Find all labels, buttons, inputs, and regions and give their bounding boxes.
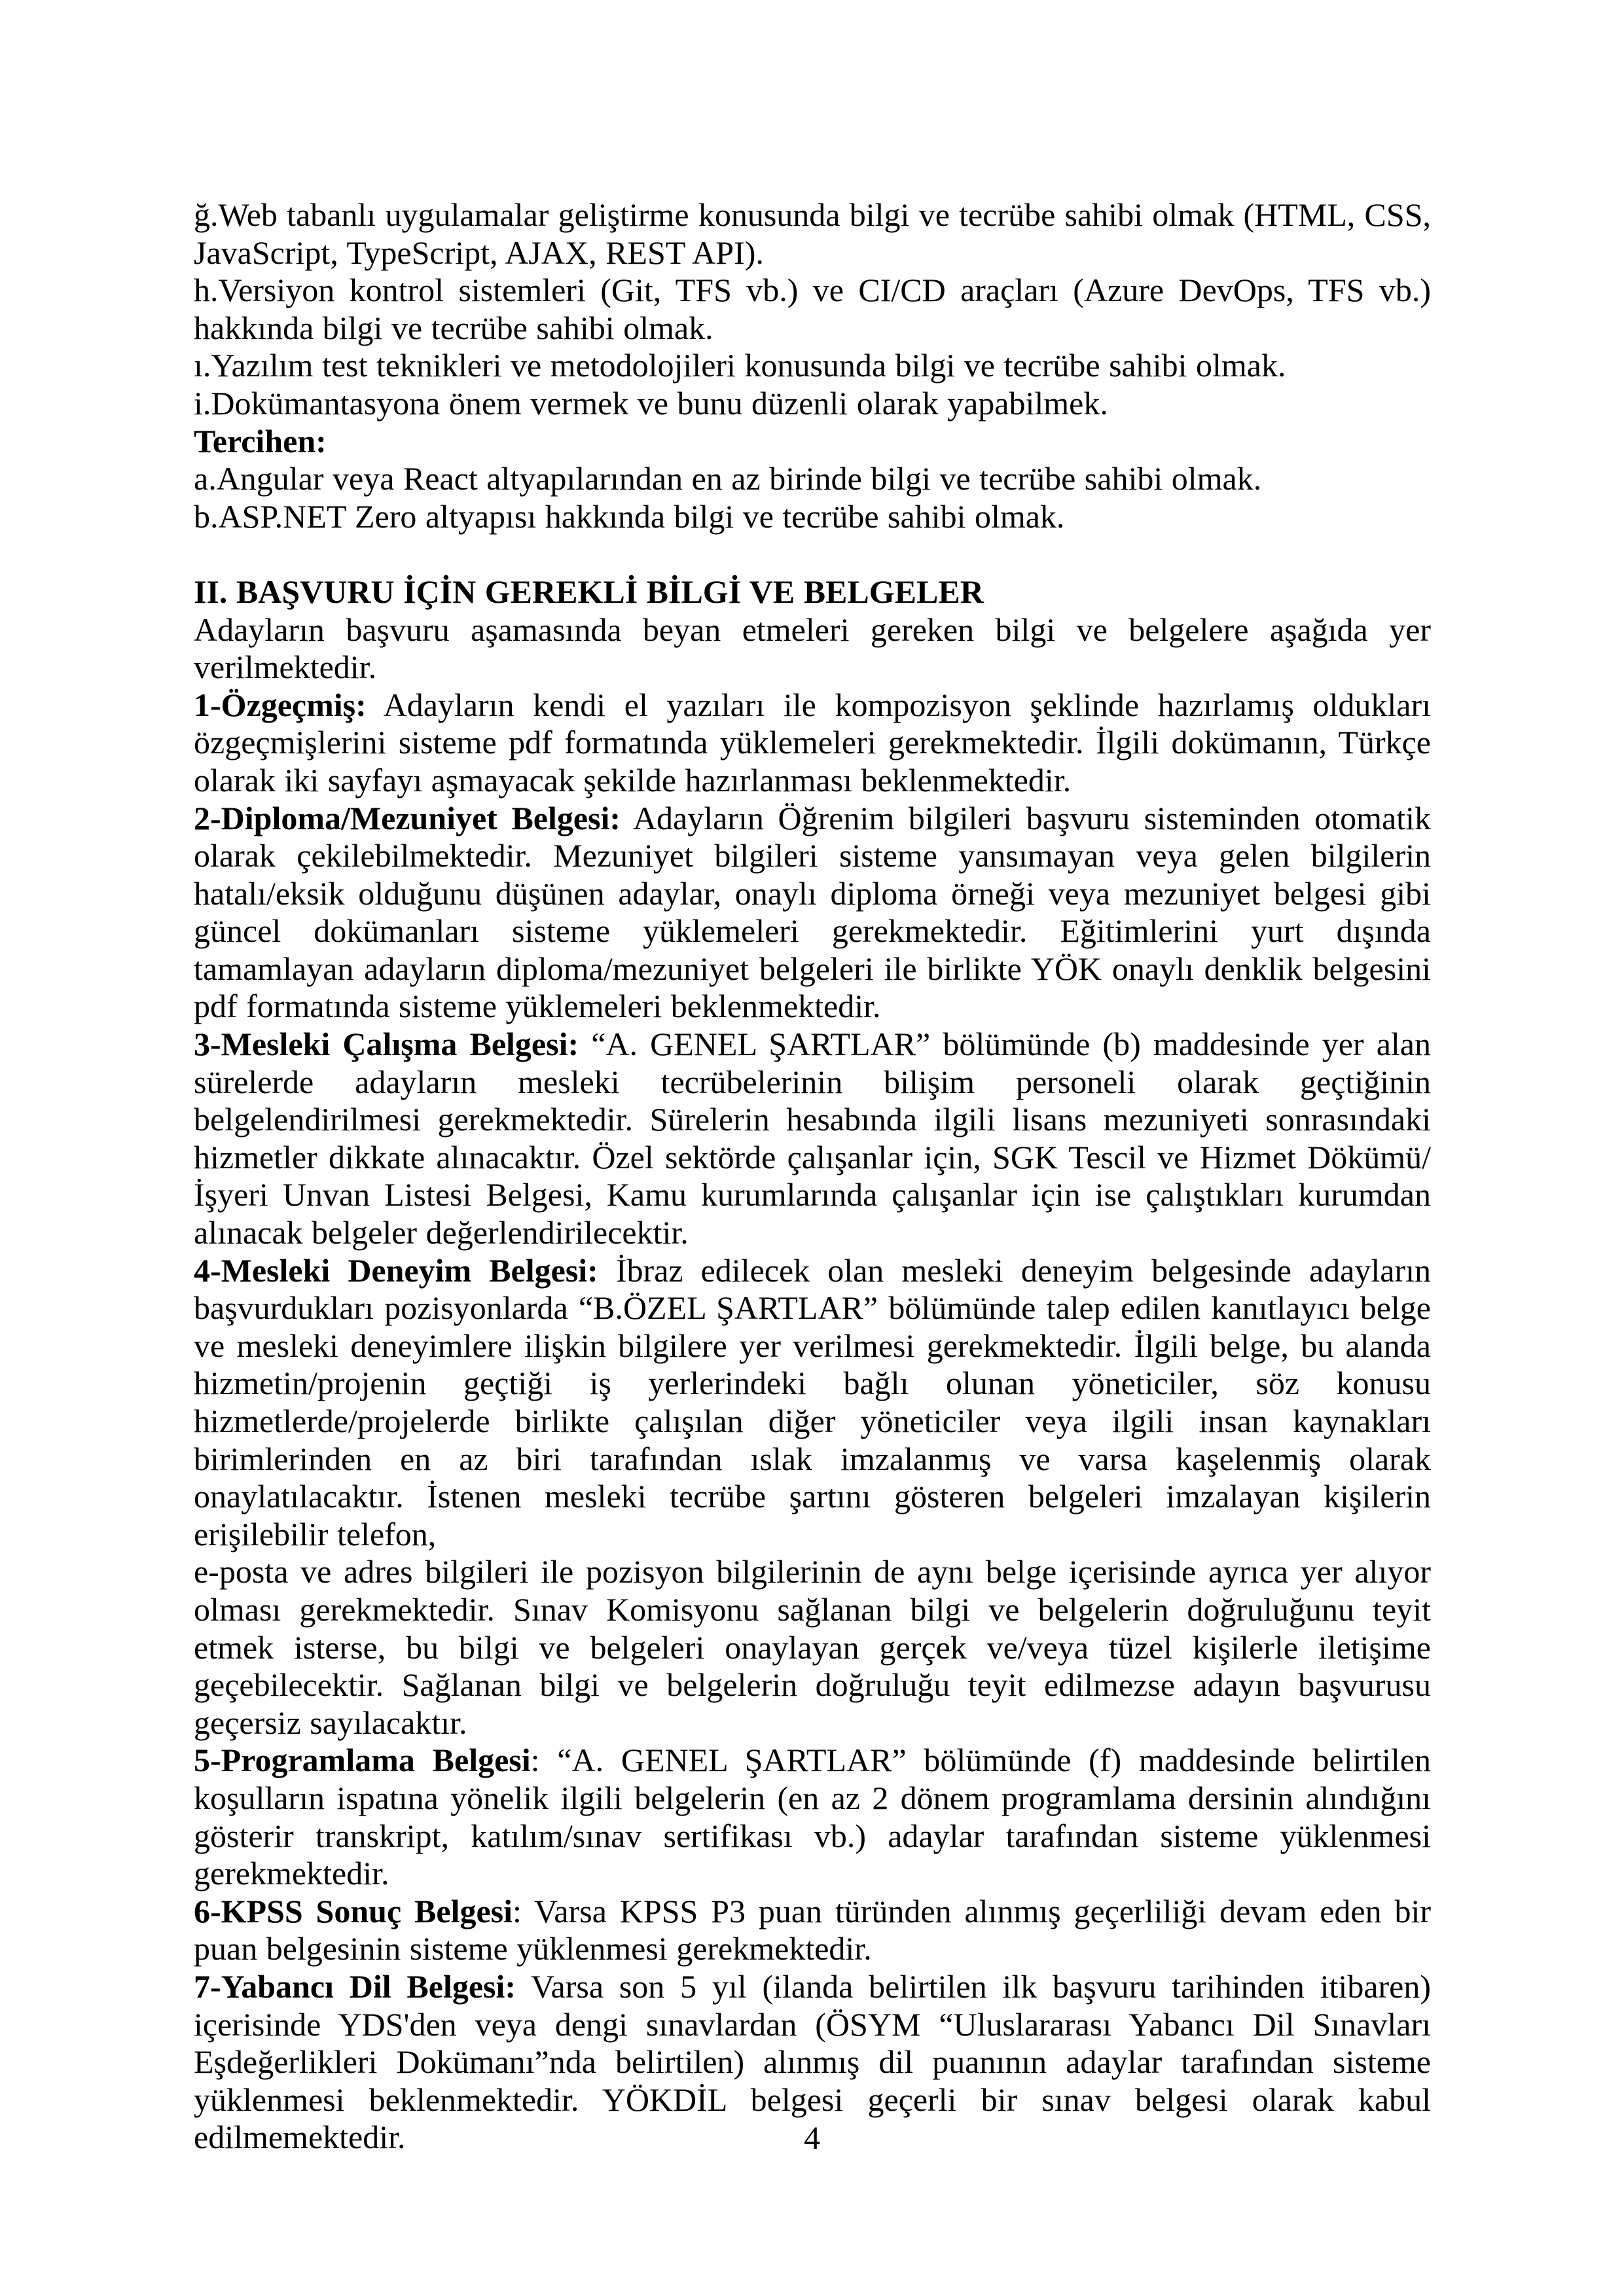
item-5-label: 5-Programlama Belgesi [194,1742,531,1779]
item-1-ozgecmis [194,687,1431,800]
item-1-text: Adayların kendi el yazıları ile kompozisyon şeklinde hazırlamış oldukları özgeçmişlerini sisteme pdf formatında yüklemeleri gerekmektedir. İlgili dokümanın, Türkçe olarak iki sayfayı aşmayacak şekilde hazırlanması beklenmektedir. [194,686,1431,798]
item-4-mesleki-deneyim [194,1252,1431,1554]
document-body [194,196,1431,2157]
item-2-text: Adayların Öğrenim bilgileri başvuru sisteminden otomatik olarak çekilebilmektedir. Mezuniyet bilgileri sisteme yansımayan veya gelen bilgilerin hatalı/eksik olduğunu düşünen adaylar, onaylı diploma örneği veya mezuniyet belgesi gibi güncel dokümanları sisteme yüklemeleri gerekmektedir. Eğitimlerini yurt dışında tamamlayan adayların diploma/mezuniyet belgeleri ile birlikte YÖK onaylı denklik belgesini pdf formatında sisteme yüklemeleri beklenmektedir. [194,799,1431,1025]
item-5-text: : “A. GENEL ŞARTLAR” bölümünde (f) maddesinde belirtilen koşulların ispatına yönelik ilgili belgelerin (en az 2 dönem programlama dersinin alındığını gösterir transkript, katılım/sınav sertifikası vb.) adaylar tarafından sisteme yüklenmesi gerekmektedir. [194,1742,1431,1892]
item-2-diploma [194,800,1431,1026]
item-4-text: İbraz edilecek olan mesleki deneyim belgesinde adayların başvurdukları pozisyonlarda “B.ÖZEL ŞARTLAR” bölümünde talep edilen kanıtlayıcı belge ve mesleki deneyimlere ilişkin bilgilere yer verilmesi gerekmektedir. İlgili belge, bu alanda hizmetin/projenin geçtiği iş yerlerindeki bağlı olunan yöneticiler, söz konusu hizmetlerde/projelerde birlikte çalışılan diğer yöneticiler veya ilgili insan kaynakları birimlerinden en az biri tarafından ıslak imzalanmış ve varsa kaşelenmiş olarak onaylatılacaktır. İstenen mesleki tecrübe şartını gösteren belgeleri imzalayan kişilerin erişilebilir telefon, [194,1251,1431,1552]
section-heading: II. BAŞVURU İÇİN GEREKLİ BİLGİ VE BELGELER [194,573,984,610]
item-6-label: 6-KPSS Sonuç Belgesi [194,1892,513,1929]
list-item-b: b.ASP.NET Zero altyapısı hakkında bilgi ve tecrübe sahibi olmak. [194,497,1065,535]
item-3-mesleki-calisma [194,1026,1431,1252]
item-3-label: 3-Mesleki Çalışma Belgesi: [194,1026,579,1063]
item-7-label: 7-Yabancı Dil Belgesi: [194,1967,516,2005]
item-2-label: 2-Diploma/Mezuniyet Belgesi: [194,799,621,836]
tercihen-label: Tercihen: [194,422,327,459]
list-item-i-dotless: ı.Yazılım test teknikleri ve metodolojileri konusunda bilgi ve tecrübe sahibi olmak. [194,347,1286,384]
item-6-kpss [194,1893,1431,1968]
list-item-h: h.Versiyon kontrol sistemleri (Git, TFS vb.) ve CI/CD araçları (Azure DevOps, TFS vb.) hakkında bilgi ve tecrübe sahibi olmak. [194,272,1431,346]
item-4-label: 4-Mesleki Deneyim Belgesi: [194,1251,598,1289]
page-number: 4 [804,2119,820,2156]
item-4-continuation: e-posta ve adres bilgileri ile pozisyon bilgilerinin de aynı belge içerisinde ayrıca yer alıyor olması gerekmektedir. Sınav Komisyonu sağlanan bilgi ve belgelerin doğruluğunu teyit etmek isterse, bu bilgi ve belgeleri onaylayan gerçek ve/veya tüzel kişilerle iletişime geçebilecektir. Sağlanan bilgi ve belgelerin doğruluğu teyit edilmezse adayın başvurusu geçersiz sayılacaktır. [194,1553,1431,1741]
blank-line [194,535,1431,573]
item-3-text: “A. GENEL ŞARTLAR” bölümünde (b) maddesinde yer alan sürelerde adayların mesleki tecrübelerinin bilişim personeli olarak geçtiğinin belgelendirilmesi gerekmektedir. Sürelerin hesabında ilgili lisans mezuniyeti sonrasındaki hizmetler dikkate alınacaktır. Özel sektörde çalışanlar için, SGK Tescil ve Hizmet Dökümü/İşyeri Unvan Listesi Belgesi, Kamu kurumlarında çalışanlar için ise çalıştıkları kurumdan alınacak belgeler değerlendirilecektir. [194,1026,1431,1251]
item-6-text: : Varsa KPSS P3 puan türünden alınmış geçerliliği devam eden bir puan belgesinin sisteme yüklenmesi gerekmektedir. [194,1892,1432,1967]
item-5-programlama [194,1742,1431,1892]
item-7-text: Varsa son 5 yıl (ilanda belirtilen ilk başvuru tarihinden itibaren) içerisinde YDS'den veya dengi sınavlardan (ÖSYM “Uluslararası Yabancı Dil Sınavları Eşdeğerlikleri Dokümanı”nda belirtilen) alınmış dil puanının adaylar tarafından sisteme yüklenmesi beklenmektedir. YÖKDİL belgesi geçerli bir sınav belgesi olarak kabul edilmemektedir. [194,1967,1431,2156]
list-item-a: a.Angular veya React altyapılarından en az birinde bilgi ve tecrübe sahibi olmak. [194,460,1262,497]
list-item-g: ğ.Web tabanlı uygulamalar geliştirme konusunda bilgi ve tecrübe sahibi olmak (HTML, CSS, JavaScript, TypeScript, AJAX, REST API). [194,196,1431,271]
intro-paragraph: Adayların başvuru aşamasında beyan etmeleri gereken bilgi ve belgelere aşağıda yer verilmektedir. [194,611,1431,686]
item-1-label: 1-Özgeçmiş: [194,686,367,723]
list-item-i: i.Dokümantasyona önem vermek ve bunu düzenli olarak yapabilmek. [194,384,1108,422]
